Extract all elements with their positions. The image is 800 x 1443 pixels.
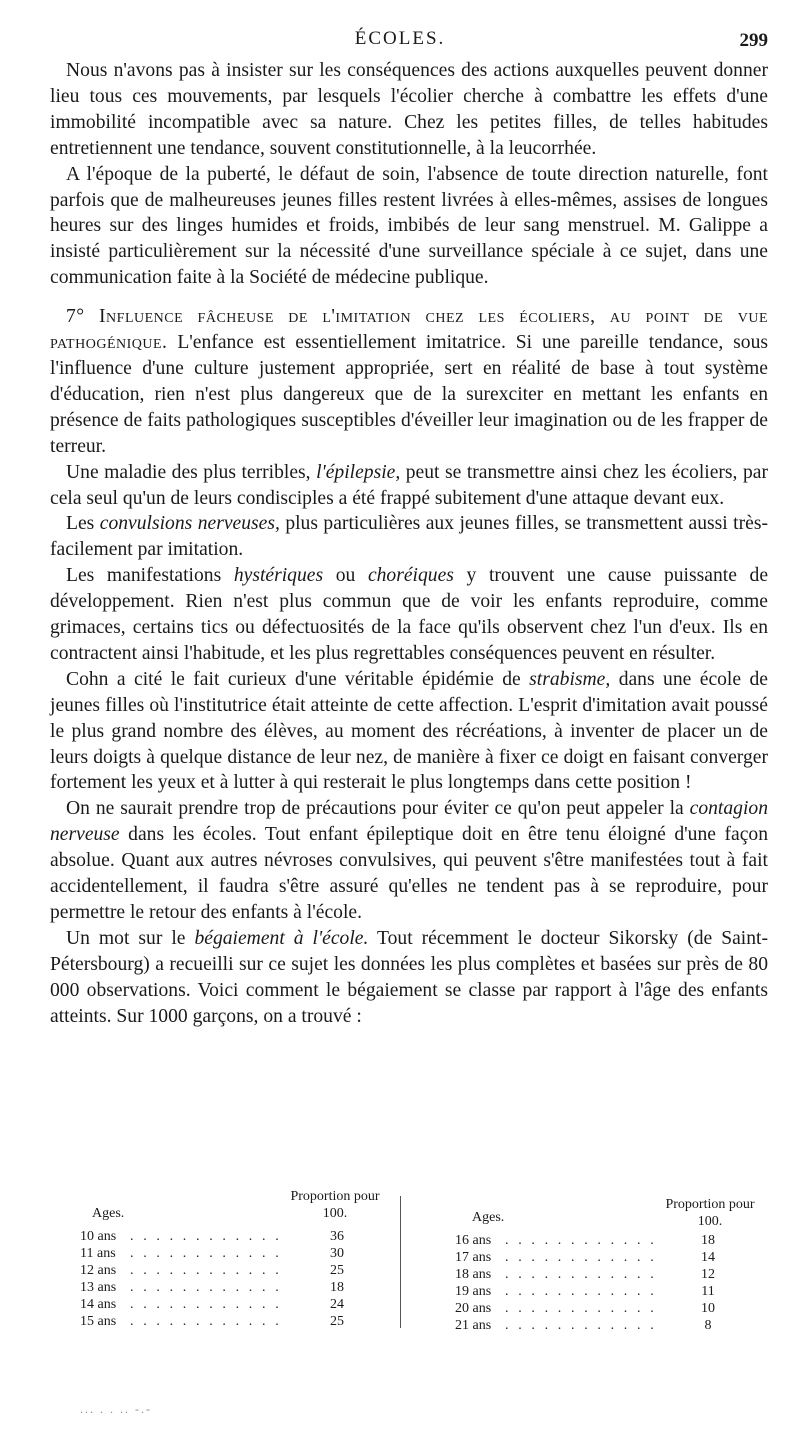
running-title: ÉCOLES. [354,28,446,49]
table-row [80,1296,380,1313]
paragraph-6 [50,563,768,667]
paragraph-7 [50,667,768,797]
value-cell: 25 [330,1314,344,1329]
table-row [455,1232,755,1249]
paragraph-5 [50,511,768,563]
text-run: Un mot sur le [66,927,195,949]
table-rows [80,1228,380,1330]
age-cell: 19 ans [455,1284,492,1299]
age-cell: 17 ans [455,1250,492,1265]
table-header-proportion: Proportion pour 100. [665,1197,755,1229]
age-cell: 16 ans [455,1233,492,1248]
italic-term: bégaiement à l'école. [194,927,369,949]
text-run: dans une école de jeunes filles où l'institutrice était atteinte de cette affection. L'esprit d'imitation avait poussé le plus grand nombre des élèves, au moment des récréations, à inventer de placer un de leurs doigts à quelque distance de leur nez, de manière à fixer ce doigt en faisant converger fortement les yeux et à lutter à qui resterait le plus longtemps dans cette position ! [50,668,768,794]
age-cell: 13 ans [80,1280,117,1295]
value-cell: 10 [701,1301,715,1316]
leader-dots: . . . . . . . . . . . . [505,1267,657,1282]
table-rows [455,1232,755,1334]
value-cell: 11 [701,1284,715,1299]
italic-term: contagion nerveuse [50,798,768,846]
age-cell: 12 ans [80,1263,117,1278]
page-number: 299 [739,30,768,51]
paragraph-3-text: L'enfance est essentiellement imitatrice. Si une pareille tendance, sous l'influence d'une culture justement appropriée, sert en réalité de base à tout système d'éducation, rien n'est plus dangereux que de la surexciter en mettant les enfants en présence de faits pathologiques susceptibles d'éveiller leur imagination ou de les frapper de terreur. [50,332,768,457]
text-run: On ne saurait prendre trop de précautions pour éviter ce qu'on peut appeler la [66,798,690,820]
leader-dots: . . . . . . . . . . . . [130,1229,282,1244]
table-header-proportion: Proportion pour 100. [290,1189,380,1221]
table-row [80,1279,380,1296]
age-cell: 10 ans [80,1229,117,1244]
table-row [80,1245,380,1262]
age-cell: 18 ans [455,1267,492,1282]
italic-term: strabisme, [529,668,611,690]
table-header-ages: Ages. [92,1206,125,1221]
italic-term: hystériques [233,565,324,587]
leader-dots: . . . . . . . . . . . . [130,1314,282,1329]
paragraph-4 [50,460,768,512]
table-row [455,1283,755,1300]
table-row [455,1300,755,1317]
value-cell: 18 [330,1280,344,1295]
value-cell: 30 [330,1246,344,1261]
age-cell: 11 ans [80,1246,116,1261]
value-cell: 24 [330,1297,344,1312]
text-run: plus particulières aux jeunes filles, se transmettent aussi très-facilement par imitation. [50,513,768,561]
leader-dots: . . . . . . . . . . . . [505,1250,657,1265]
italic-term: l'épilepsie, [316,461,401,483]
paragraph-9 [50,926,768,1030]
age-cell: 20 ans [455,1301,492,1316]
table-divider [400,1196,401,1328]
text-run: dans les écoles. Tout enfant épileptique doit en être tenu éloigné d'une façon absolue. Quant aux autres névroses convulsives, qui peuvent s'être manifestées tout à fait accidentellement, il faudra s'être assuré qu'elles ne tendent pas à se reproduire, pour permettre le retour des enfants à l'école. [50,824,768,923]
leader-dots: . . . . . . . . . . . . [130,1263,282,1278]
leader-dots: . . . . . . . . . . . . [130,1246,282,1261]
text-run: Une maladie des plus terribles, [66,461,317,483]
page-specks: ... . . .. -.- [80,1402,152,1416]
leader-dots: . . . . . . . . . . . . [130,1297,282,1312]
value-cell: 25 [330,1263,344,1278]
table-row [455,1317,755,1334]
age-cell: 15 ans [80,1314,117,1329]
text-run: y trouvent une cause puissante de développement. Rien n'est plus commun que de voir les enfants reproduire, comme grimaces, certains tics ou défectuosités de la face qu'ils observent chez l'un d'eux. Ils en contractent ainsi l'habitude, et les plus regrettables conséquences peuvent en résulter. [50,565,769,664]
italic-term: choréiques [367,565,454,587]
table-row [80,1262,380,1279]
text-run: Tout récemment le docteur Sikorsky (de Saint-Pétersbourg) a recueilli sur ce sujet les données les plus complètes et basées sur près de 80 000 observations. Voici comment le bégaiement se classe par rapport à l'âge des enfants atteints. Sur 1000 garçons, on a trouvé : [50,927,769,1027]
paragraph-8 [50,796,768,926]
leader-dots: . . . . . . . . . . . . [505,1301,657,1316]
table-row [80,1313,380,1330]
table-header-ages: Ages. [472,1210,505,1225]
section-heading: 7° Influence fâcheuse de l'imitation chez les écoliers, au point de vue pathogénique. [50,306,768,354]
paragraph-1: Nous n'avons pas à insister sur les conséquences des actions auxquelles peuvent donner lieu tous ces mouvements, par lesquels l'écolier cherche à combattre les effets d'une immobilité incompatible avec sa nature. Chez les petites filles, de telles habitudes entretiennent une tendance, souvent constitutionnelle, à la leucorrhée. [50,60,768,159]
value-cell: 18 [701,1233,715,1248]
leader-dots: . . . . . . . . . . . . [505,1318,657,1333]
paragraph-2: A l'époque de la puberté, le défaut de soin, l'absence de toute direction naturelle, font parfois que de malheureuses jeunes filles restent livrées à elles-mêmes, assises de longues heures sur des linges humides et froids, imbibés de leur sang menstruel. M. Galippe a insisté particulièrement sur la nécessité d'une surveillance spéciale à ce sujet, dans une communication faite à la Société de médecine publique. [50,163,768,289]
value-cell: 8 [704,1318,712,1333]
table-row [455,1266,755,1283]
page-header [0,26,800,52]
text-run: peut se transmettre ainsi chez les écoliers, par cela seul qu'un de leurs condisciples a été frappé subitement d'une attaque devant eux. [50,461,768,509]
text-run: Les manifestations [66,565,234,587]
italic-term: convulsions nerveuses, [99,513,280,535]
leader-dots: . . . . . . . . . . . . [505,1284,657,1299]
text-run: Les [66,513,100,535]
text-run: Cohn a cité le fait curieux d'une véritable épidémie de [66,668,530,690]
age-cell: 21 ans [455,1318,492,1333]
age-cell: 14 ans [80,1297,117,1312]
table-row [80,1228,380,1245]
value-cell: 12 [701,1267,715,1282]
value-cell: 14 [701,1250,715,1265]
leader-dots: . . . . . . . . . . . . [130,1280,282,1295]
value-cell: 36 [330,1229,344,1244]
body-text [50,58,768,1030]
leader-dots: . . . . . . . . . . . . [505,1233,657,1248]
paragraph-3 [50,304,768,459]
text-run: ou [323,565,368,587]
table-row [455,1249,755,1266]
